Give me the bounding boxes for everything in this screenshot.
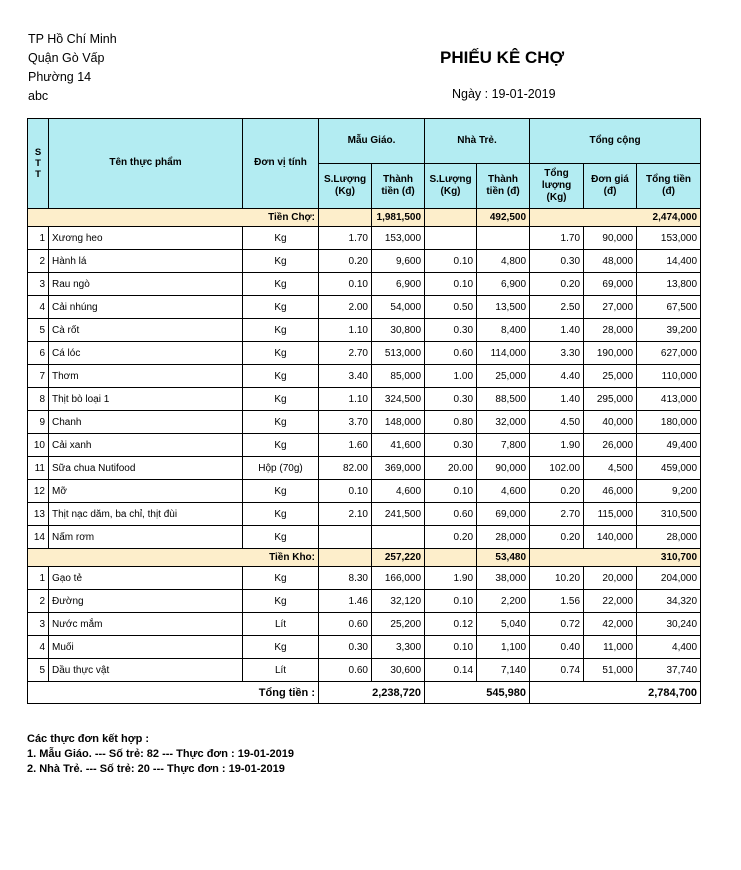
unit-price: 4,500 bbox=[584, 457, 637, 480]
total-amount: 204,000 bbox=[637, 567, 701, 590]
unit: Kg bbox=[243, 480, 319, 503]
section-amount-mau-giao: 1,981,500 bbox=[372, 209, 425, 227]
unit-price: 46,000 bbox=[584, 480, 637, 503]
row-number: 10 bbox=[28, 434, 49, 457]
unit: Kg bbox=[243, 319, 319, 342]
amount-mau-giao: 30,800 bbox=[372, 319, 425, 342]
section-row bbox=[28, 209, 701, 227]
table-row bbox=[28, 342, 701, 365]
total-qty: 0.20 bbox=[530, 526, 584, 549]
table-row bbox=[28, 411, 701, 434]
qty-mau-giao: 1.10 bbox=[319, 388, 372, 411]
market-table bbox=[27, 118, 701, 704]
unit: Kg bbox=[243, 503, 319, 526]
qty-mau-giao: 0.10 bbox=[319, 480, 372, 503]
unit-price: 42,000 bbox=[584, 613, 637, 636]
grand-total: 2,784,700 bbox=[530, 682, 701, 704]
table-row bbox=[28, 636, 701, 659]
amount-mau-giao: 32,120 bbox=[372, 590, 425, 613]
row-number: 4 bbox=[28, 636, 49, 659]
unit: Kg bbox=[243, 342, 319, 365]
total-amount: 180,000 bbox=[637, 411, 701, 434]
amount-mau-giao bbox=[372, 526, 425, 549]
qty-nha-tre: 0.10 bbox=[425, 636, 477, 659]
amount-nha-tre: 32,000 bbox=[477, 411, 530, 434]
food-name: Hành lá bbox=[49, 250, 243, 273]
row-number: 14 bbox=[28, 526, 49, 549]
table-row bbox=[28, 273, 701, 296]
amount-mau-giao: 148,000 bbox=[372, 411, 425, 434]
amount-nha-tre: 4,600 bbox=[477, 480, 530, 503]
section-empty bbox=[319, 549, 372, 567]
qty-nha-tre bbox=[425, 227, 477, 250]
row-number: 11 bbox=[28, 457, 49, 480]
col-amount-1: Thành tiền (đ) bbox=[372, 164, 425, 209]
food-name: Rau ngò bbox=[49, 273, 243, 296]
col-unit-price: Đơn giá (đ) bbox=[584, 164, 637, 209]
row-number: 1 bbox=[28, 227, 49, 250]
combined-menus bbox=[27, 732, 294, 777]
unit-price: 11,000 bbox=[584, 636, 637, 659]
qty-nha-tre: 0.10 bbox=[425, 480, 477, 503]
amount-nha-tre: 1,100 bbox=[477, 636, 530, 659]
total-amount: 627,000 bbox=[637, 342, 701, 365]
unit: Kg bbox=[243, 567, 319, 590]
amount-mau-giao: 241,500 bbox=[372, 503, 425, 526]
food-name: Thơm bbox=[49, 365, 243, 388]
food-name: Thịt bò loại 1 bbox=[49, 388, 243, 411]
total-qty: 1.40 bbox=[530, 388, 584, 411]
food-name: Sữa chua Nutifood bbox=[49, 457, 243, 480]
qty-mau-giao: 0.60 bbox=[319, 659, 372, 682]
col-qty-1: S.Lượng (Kg) bbox=[319, 164, 372, 209]
table-row bbox=[28, 590, 701, 613]
col-unit: Đơn vị tính bbox=[243, 119, 319, 209]
unit-price: 48,000 bbox=[584, 250, 637, 273]
section-empty bbox=[319, 209, 372, 227]
col-name: Tên thực phẩm bbox=[49, 119, 243, 209]
amount-nha-tre: 25,000 bbox=[477, 365, 530, 388]
row-number: 3 bbox=[28, 613, 49, 636]
section-empty bbox=[425, 209, 477, 227]
qty-mau-giao: 1.60 bbox=[319, 434, 372, 457]
qty-nha-tre: 0.60 bbox=[425, 342, 477, 365]
amount-mau-giao: 25,200 bbox=[372, 613, 425, 636]
qty-mau-giao: 8.30 bbox=[319, 567, 372, 590]
row-number: 8 bbox=[28, 388, 49, 411]
row-number: 12 bbox=[28, 480, 49, 503]
unit: Kg bbox=[243, 296, 319, 319]
row-number: 5 bbox=[28, 319, 49, 342]
row-number: 3 bbox=[28, 273, 49, 296]
amount-nha-tre: 2,200 bbox=[477, 590, 530, 613]
food-name: Cải nhúng bbox=[49, 296, 243, 319]
qty-nha-tre: 1.90 bbox=[425, 567, 477, 590]
qty-mau-giao: 0.60 bbox=[319, 613, 372, 636]
total-amount: 67,500 bbox=[637, 296, 701, 319]
unit: Kg bbox=[243, 411, 319, 434]
grand-total-row bbox=[28, 682, 701, 704]
total-qty: 4.50 bbox=[530, 411, 584, 434]
total-qty: 0.20 bbox=[530, 273, 584, 296]
unit-price: 28,000 bbox=[584, 319, 637, 342]
unit-price: 115,000 bbox=[584, 503, 637, 526]
page-title: PHIẾU KÊ CHỢ bbox=[440, 48, 565, 67]
section-label: Tiền Chợ: bbox=[28, 209, 319, 227]
total-qty: 4.40 bbox=[530, 365, 584, 388]
unit-price: 51,000 bbox=[584, 659, 637, 682]
amount-mau-giao: 369,000 bbox=[372, 457, 425, 480]
grand-total-nha-tre: 545,980 bbox=[425, 682, 530, 704]
qty-mau-giao bbox=[319, 526, 372, 549]
footer-heading: Các thực đơn kết hợp : bbox=[27, 733, 150, 745]
qty-nha-tre: 0.80 bbox=[425, 411, 477, 434]
table-row bbox=[28, 227, 701, 250]
table-row bbox=[28, 250, 701, 273]
unit-price: 26,000 bbox=[584, 434, 637, 457]
col-total-amount: Tổng tiền (đ) bbox=[637, 164, 701, 209]
unit: Kg bbox=[243, 365, 319, 388]
row-number: 1 bbox=[28, 567, 49, 590]
total-amount: 14,400 bbox=[637, 250, 701, 273]
qty-nha-tre: 0.30 bbox=[425, 388, 477, 411]
qty-mau-giao: 3.70 bbox=[319, 411, 372, 434]
footer-line-2: 2. Nhà Trẻ. --- Số trẻ: 20 --- Thực đơn : 19-01-2019 bbox=[27, 763, 285, 775]
district: Quận Gò Vấp bbox=[28, 51, 105, 65]
total-amount: 413,000 bbox=[637, 388, 701, 411]
table-row bbox=[28, 388, 701, 411]
total-qty: 102.00 bbox=[530, 457, 584, 480]
qty-nha-tre: 0.14 bbox=[425, 659, 477, 682]
amount-nha-tre: 88,500 bbox=[477, 388, 530, 411]
amount-mau-giao: 6,900 bbox=[372, 273, 425, 296]
qty-nha-tre: 0.50 bbox=[425, 296, 477, 319]
unit: Kg bbox=[243, 434, 319, 457]
qty-mau-giao: 82.00 bbox=[319, 457, 372, 480]
food-name: Mỡ bbox=[49, 480, 243, 503]
amount-mau-giao: 3,300 bbox=[372, 636, 425, 659]
amount-nha-tre: 69,000 bbox=[477, 503, 530, 526]
total-amount: 310,500 bbox=[637, 503, 701, 526]
food-name: Muối bbox=[49, 636, 243, 659]
unit-price: 69,000 bbox=[584, 273, 637, 296]
amount-mau-giao: 9,600 bbox=[372, 250, 425, 273]
unit-price: 295,000 bbox=[584, 388, 637, 411]
amount-nha-tre bbox=[477, 227, 530, 250]
total-amount: 4,400 bbox=[637, 636, 701, 659]
food-name: Thịt nạc dăm, ba chỉ, thịt đùi bbox=[49, 503, 243, 526]
qty-mau-giao: 0.20 bbox=[319, 250, 372, 273]
food-name: Cà rốt bbox=[49, 319, 243, 342]
amount-nha-tre: 28,000 bbox=[477, 526, 530, 549]
unit-price: 27,000 bbox=[584, 296, 637, 319]
row-number: 6 bbox=[28, 342, 49, 365]
total-qty: 0.40 bbox=[530, 636, 584, 659]
total-qty: 0.20 bbox=[530, 480, 584, 503]
grand-total-mau-giao: 2,238,720 bbox=[319, 682, 425, 704]
unit: Lít bbox=[243, 613, 319, 636]
unit: Kg bbox=[243, 227, 319, 250]
ward: Phường 14 bbox=[28, 70, 92, 84]
qty-nha-tre: 0.10 bbox=[425, 273, 477, 296]
total-amount: 110,000 bbox=[637, 365, 701, 388]
table-row bbox=[28, 480, 701, 503]
table-row bbox=[28, 365, 701, 388]
section-amount-mau-giao: 257,220 bbox=[372, 549, 425, 567]
table-row bbox=[28, 613, 701, 636]
unit: Kg bbox=[243, 590, 319, 613]
amount-nha-tre: 114,000 bbox=[477, 342, 530, 365]
qty-nha-tre: 0.20 bbox=[425, 526, 477, 549]
table-row bbox=[28, 457, 701, 480]
unit: Lít bbox=[243, 659, 319, 682]
total-amount: 39,200 bbox=[637, 319, 701, 342]
col-total-qty: Tổng lượng (Kg) bbox=[530, 164, 584, 209]
table-row bbox=[28, 567, 701, 590]
total-amount: 153,000 bbox=[637, 227, 701, 250]
food-name: Gạo tẻ bbox=[49, 567, 243, 590]
section-empty bbox=[425, 549, 477, 567]
section-amount-nha-tre: 53,480 bbox=[477, 549, 530, 567]
table-row bbox=[28, 319, 701, 342]
amount-nha-tre: 5,040 bbox=[477, 613, 530, 636]
section-total: 310,700 bbox=[530, 549, 701, 567]
unit: Kg bbox=[243, 388, 319, 411]
qty-nha-tre: 0.10 bbox=[425, 590, 477, 613]
amount-nha-tre: 7,800 bbox=[477, 434, 530, 457]
col-group-tong-cong: Tổng cộng bbox=[530, 119, 701, 164]
city: TP Hồ Chí Minh bbox=[28, 32, 117, 46]
col-amount-2: Thành tiền (đ) bbox=[477, 164, 530, 209]
unit-price: 40,000 bbox=[584, 411, 637, 434]
total-qty: 0.74 bbox=[530, 659, 584, 682]
total-qty: 1.70 bbox=[530, 227, 584, 250]
total-qty: 0.30 bbox=[530, 250, 584, 273]
unit: Hộp (70g) bbox=[243, 457, 319, 480]
total-amount: 34,320 bbox=[637, 590, 701, 613]
address-block bbox=[28, 30, 117, 106]
total-qty: 2.50 bbox=[530, 296, 584, 319]
total-amount: 30,240 bbox=[637, 613, 701, 636]
footer-line-1: 1. Mẫu Giáo. --- Số trẻ: 82 --- Thực đơn : 19-01-2019 bbox=[27, 748, 295, 760]
unit-price: 25,000 bbox=[584, 365, 637, 388]
row-number: 5 bbox=[28, 659, 49, 682]
col-group-mau-giao: Mẫu Giáo. bbox=[319, 119, 425, 164]
qty-mau-giao: 2.00 bbox=[319, 296, 372, 319]
col-group-nha-tre: Nhà Trẻ. bbox=[425, 119, 530, 164]
section-row bbox=[28, 549, 701, 567]
total-qty: 10.20 bbox=[530, 567, 584, 590]
total-qty: 3.30 bbox=[530, 342, 584, 365]
food-name: Xương heo bbox=[49, 227, 243, 250]
amount-nha-tre: 13,500 bbox=[477, 296, 530, 319]
qty-nha-tre: 0.30 bbox=[425, 434, 477, 457]
food-name: Dầu thực vật bbox=[49, 659, 243, 682]
total-amount: 13,800 bbox=[637, 273, 701, 296]
amount-mau-giao: 30,600 bbox=[372, 659, 425, 682]
unit: Kg bbox=[243, 273, 319, 296]
qty-mau-giao: 3.40 bbox=[319, 365, 372, 388]
qty-nha-tre: 0.12 bbox=[425, 613, 477, 636]
qty-mau-giao: 1.70 bbox=[319, 227, 372, 250]
unit: Kg bbox=[243, 526, 319, 549]
unit-price: 140,000 bbox=[584, 526, 637, 549]
col-stt: S T T bbox=[28, 119, 49, 209]
row-number: 4 bbox=[28, 296, 49, 319]
table-row bbox=[28, 296, 701, 319]
section-total: 2,474,000 bbox=[530, 209, 701, 227]
total-amount: 9,200 bbox=[637, 480, 701, 503]
amount-mau-giao: 166,000 bbox=[372, 567, 425, 590]
table-row bbox=[28, 659, 701, 682]
amount-mau-giao: 41,600 bbox=[372, 434, 425, 457]
qty-mau-giao: 1.10 bbox=[319, 319, 372, 342]
row-number: 9 bbox=[28, 411, 49, 434]
food-name: Đường bbox=[49, 590, 243, 613]
qty-nha-tre: 0.60 bbox=[425, 503, 477, 526]
section-amount-nha-tre: 492,500 bbox=[477, 209, 530, 227]
unit-price: 190,000 bbox=[584, 342, 637, 365]
table-row bbox=[28, 526, 701, 549]
unit-price: 22,000 bbox=[584, 590, 637, 613]
total-qty: 2.70 bbox=[530, 503, 584, 526]
total-qty: 1.90 bbox=[530, 434, 584, 457]
qty-nha-tre: 20.00 bbox=[425, 457, 477, 480]
amount-nha-tre: 8,400 bbox=[477, 319, 530, 342]
qty-mau-giao: 2.70 bbox=[319, 342, 372, 365]
unit: Kg bbox=[243, 250, 319, 273]
food-name: Cải xanh bbox=[49, 434, 243, 457]
qty-nha-tre: 0.30 bbox=[425, 319, 477, 342]
food-name: Cá lóc bbox=[49, 342, 243, 365]
unit: Kg bbox=[243, 636, 319, 659]
row-number: 2 bbox=[28, 250, 49, 273]
amount-mau-giao: 153,000 bbox=[372, 227, 425, 250]
qty-mau-giao: 0.10 bbox=[319, 273, 372, 296]
food-name: Chanh bbox=[49, 411, 243, 434]
qty-mau-giao: 0.30 bbox=[319, 636, 372, 659]
total-qty: 1.56 bbox=[530, 590, 584, 613]
date-label: Ngày : 19-01-2019 bbox=[452, 87, 556, 101]
total-amount: 37,740 bbox=[637, 659, 701, 682]
food-name: Nước mắm bbox=[49, 613, 243, 636]
row-number: 2 bbox=[28, 590, 49, 613]
table-row bbox=[28, 434, 701, 457]
total-qty: 1.40 bbox=[530, 319, 584, 342]
food-name: Nấm rơm bbox=[49, 526, 243, 549]
amount-mau-giao: 85,000 bbox=[372, 365, 425, 388]
amount-nha-tre: 7,140 bbox=[477, 659, 530, 682]
table-row bbox=[28, 503, 701, 526]
amount-nha-tre: 90,000 bbox=[477, 457, 530, 480]
row-number: 13 bbox=[28, 503, 49, 526]
amount-nha-tre: 6,900 bbox=[477, 273, 530, 296]
row-number: 7 bbox=[28, 365, 49, 388]
amount-mau-giao: 4,600 bbox=[372, 480, 425, 503]
section-label: Tiền Kho: bbox=[28, 549, 319, 567]
amount-mau-giao: 54,000 bbox=[372, 296, 425, 319]
qty-nha-tre: 0.10 bbox=[425, 250, 477, 273]
col-qty-2: S.Lượng (Kg) bbox=[425, 164, 477, 209]
qty-mau-giao: 2.10 bbox=[319, 503, 372, 526]
amount-mau-giao: 324,500 bbox=[372, 388, 425, 411]
grand-total-label: Tổng tiền : bbox=[28, 682, 319, 704]
unit-price: 90,000 bbox=[584, 227, 637, 250]
qty-nha-tre: 1.00 bbox=[425, 365, 477, 388]
total-amount: 49,400 bbox=[637, 434, 701, 457]
total-amount: 459,000 bbox=[637, 457, 701, 480]
school-name: abc bbox=[28, 89, 49, 103]
amount-nha-tre: 4,800 bbox=[477, 250, 530, 273]
qty-mau-giao: 1.46 bbox=[319, 590, 372, 613]
amount-nha-tre: 38,000 bbox=[477, 567, 530, 590]
unit-price: 20,000 bbox=[584, 567, 637, 590]
total-qty: 0.72 bbox=[530, 613, 584, 636]
amount-mau-giao: 513,000 bbox=[372, 342, 425, 365]
total-amount: 28,000 bbox=[637, 526, 701, 549]
